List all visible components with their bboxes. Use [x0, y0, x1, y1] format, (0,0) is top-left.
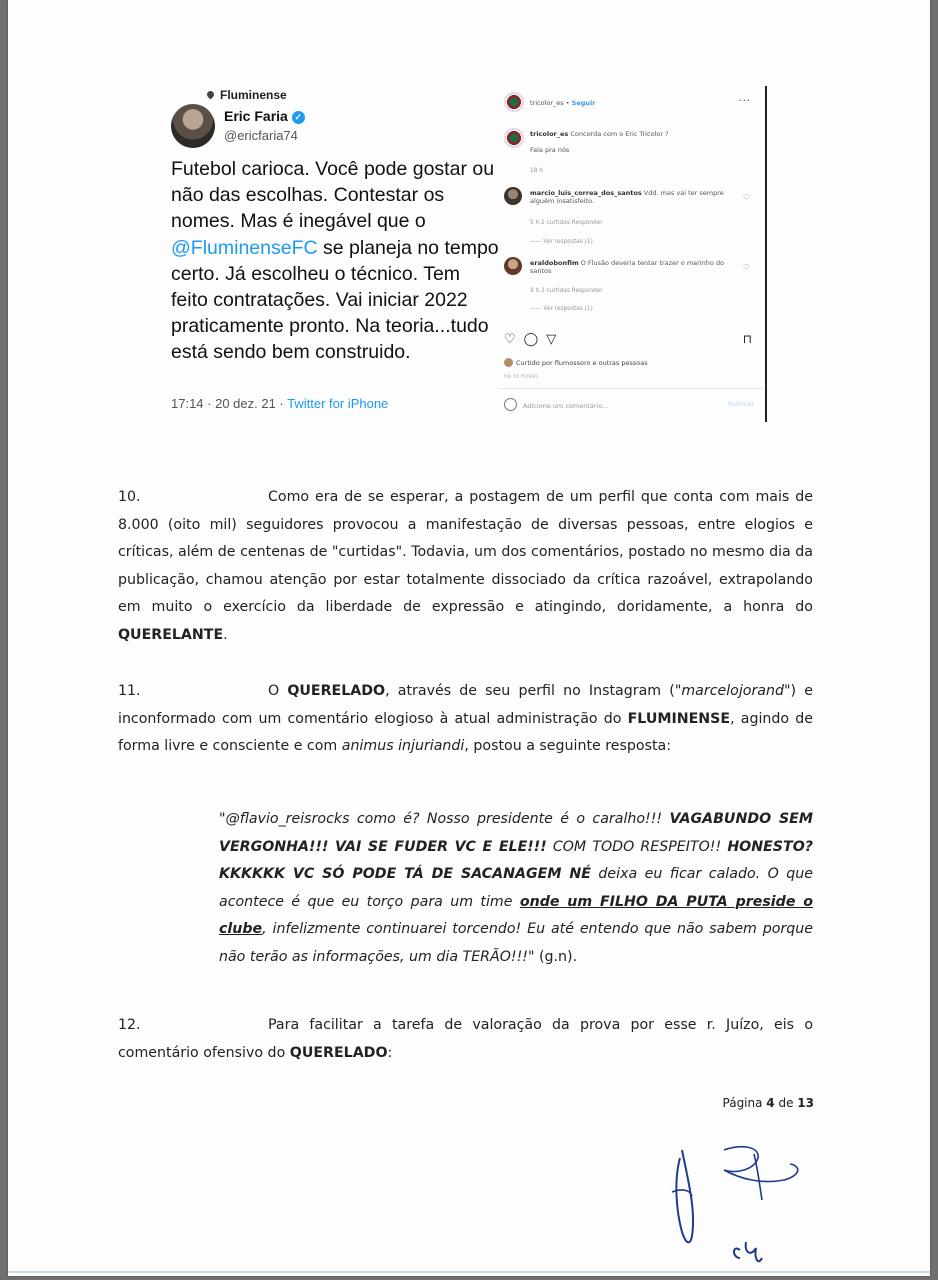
comment-text	[530, 259, 730, 275]
location-pin-icon	[206, 90, 216, 100]
paragraph-number: 12.	[118, 1017, 141, 1033]
heart-icon: ♡	[504, 332, 516, 347]
insta-header	[504, 92, 759, 114]
paragraph-12	[118, 1012, 813, 1067]
paragraph-bold: QUERELADO	[287, 683, 386, 699]
tweet-timestamp: 17:14 · 20 dez. 21 ·	[171, 396, 288, 411]
comment-user: eraldobonfim	[530, 259, 579, 267]
insta-add-comment	[504, 398, 760, 411]
quote-text: deixa eu ficar calado. O que acontece é que eu torço para um time	[219, 866, 813, 910]
heart-icon: ♡	[742, 263, 750, 272]
heart-icon: ♡	[742, 193, 750, 202]
caption-line2: Fala pra nós	[530, 146, 570, 154]
emoji-icon	[504, 398, 517, 411]
avatar	[504, 187, 522, 205]
page-number-total: 13	[797, 1096, 814, 1110]
insta-account: tricolor_es	[530, 99, 564, 107]
instagram-post	[498, 86, 768, 422]
tweet-source: Twitter for iPhone	[287, 396, 389, 411]
verified-badge-icon: ✓	[292, 111, 305, 124]
paragraph-bold: FLUMINENSE	[627, 710, 731, 727]
comment-text	[530, 189, 730, 205]
paragraph-text: ") e inconformado com um comentário elogioso à atual administração do	[118, 683, 813, 727]
paragraph-italic: marcelojorand	[681, 683, 784, 699]
paragraph-text: , postou a seguinte resposta:	[464, 738, 672, 755]
comment-icon: ◯	[523, 332, 539, 347]
comment-user: marcio_luis_correa_dos_santos	[530, 189, 642, 197]
publish-button: Publicar	[728, 400, 754, 408]
quote-bold-underlined: onde um FILHO DA PUTA preside o clube	[219, 893, 814, 938]
liked-by-text: Curtido por flumossoro e outras pessoas	[516, 359, 648, 367]
page-number	[700, 1096, 814, 1110]
insta-account-line: tricolor_es • Seguir	[530, 99, 596, 107]
insta-follow: Seguir	[571, 99, 596, 107]
quote-text: COM TODO RESPEITO!!	[546, 838, 728, 855]
add-comment-placeholder: Adicione um comentário...	[523, 402, 609, 410]
paragraph-italic: animus injuriandi	[341, 738, 465, 755]
paragraph-text: , através de seu perfil no Instagram ("	[385, 683, 682, 699]
bookmark-icon: ⊓	[742, 332, 752, 346]
tweet-author-handle: @ericfaria74	[224, 128, 298, 143]
paragraph-text: Para facilitar a tarefa de valoração da prova por esse r. Juízo, eis o comentário ofensivo do	[118, 1017, 813, 1061]
insta-time-ago: HÁ 18 HORAS	[504, 374, 539, 380]
insta-caption-text	[530, 130, 730, 154]
handwritten-signature	[662, 1140, 822, 1270]
page-number-current: 4	[766, 1096, 775, 1110]
tweet-location	[207, 88, 287, 102]
avatar	[504, 257, 522, 275]
avatar	[504, 358, 513, 367]
paragraph-text: O	[268, 683, 288, 699]
comment-meta: 9 h 2 curtidas Responder	[530, 288, 603, 294]
paragraph-bold: QUERELADO	[289, 1044, 388, 1061]
page-number-prefix: Página	[722, 1096, 767, 1110]
paragraph-number: 11.	[118, 683, 141, 699]
share-icon: ▽	[546, 332, 557, 347]
caption-age: 18 h	[530, 168, 543, 174]
avatar	[504, 128, 524, 148]
comment-body: Vdd. mas vai ter sempre alguém insatisfeito.	[530, 189, 724, 205]
insta-actions	[504, 332, 760, 347]
tweet-mention-link: @FluminenseFC	[171, 236, 318, 259]
paragraph-text: , agindo de forma livre e consciente e com	[118, 710, 813, 755]
tweet-text-part: se planeja no tempo certo. Já escolheu o técnico. Tem feito contratações. Vai iniciar 2022 praticamente pronto. Na teoria...tudo está sendo bem construido.	[171, 236, 499, 364]
insta-liked-by	[504, 358, 648, 367]
avatar	[171, 104, 215, 148]
quote-text: "@flavio_reisrocks como é? Nosso presidente é o caralho!!!	[219, 811, 670, 827]
page-number-middle: de	[774, 1096, 798, 1110]
paragraph-10	[118, 484, 813, 650]
paragraph-bold: QUERELANTE	[118, 626, 224, 643]
paragraph-text: Como era de se esperar, a postagem de um perfil que conta com mais de 8.000 (oito mil) seguidores provocou a manifestação de diversas pessoas, entre elogios e críticas, além de centenas de "curtidas". Todavia, um dos comentários, postado no mesmo dia da publicação, chamou atenção por estar totalmente dissociado da crítica razoável, extrapolando em muito o exercício da liberdade de expressão e atingindo, doridamente, a honra do	[118, 489, 813, 616]
caption-user: tricolor_es	[530, 130, 569, 138]
insta-divider	[498, 388, 764, 389]
insta-border	[765, 86, 767, 422]
tweet-author-name	[224, 108, 305, 124]
author-name-text: Eric Faria	[224, 108, 288, 124]
paragraph-number: 10.	[118, 489, 141, 505]
quote-bold: VAGABUNDO SEM VERGONHA!!! VAI SE FUDER VC E ELE!!!	[219, 811, 813, 855]
comment-meta: 5 h 2 curtidas Responder	[530, 220, 603, 226]
tweet-text-part: Futebol carioca. Você pode gostar ou não das escolhas. Contestar os nomes. Mas é inegável que o	[171, 158, 495, 233]
quoted-comment	[219, 806, 813, 972]
comment-body: O Flusão deveria tentar trazer o marinho do santos	[530, 259, 725, 275]
tweet-meta	[171, 396, 388, 411]
tweet-location-label: Fluminense	[220, 88, 287, 102]
caption-text: Concorda com o Eric Tricolor ?	[568, 130, 669, 138]
more-options-icon: ···	[738, 96, 751, 107]
quote-bold: HONESTO? KKKKKK VC SÓ PODE TÁ DE SACANAGEM NÉ	[219, 838, 813, 883]
quote-tail: " (g.n).	[527, 948, 578, 965]
comment-replies: —— Ver respostas (1)	[530, 306, 593, 312]
page-bottom-rule	[8, 1271, 930, 1273]
paragraph-text: .	[223, 626, 228, 643]
paragraph-text: :	[387, 1044, 393, 1061]
tweet-text	[171, 156, 501, 366]
comment-replies: —— Ver respostas (1)	[530, 239, 593, 245]
paragraph-11	[118, 678, 813, 761]
quote-text: , infelizmente continuarei torcendo! Eu até entendo que não sabem porque não terão as informações, um dia TERÃO!!!	[219, 921, 813, 965]
avatar	[504, 92, 524, 112]
